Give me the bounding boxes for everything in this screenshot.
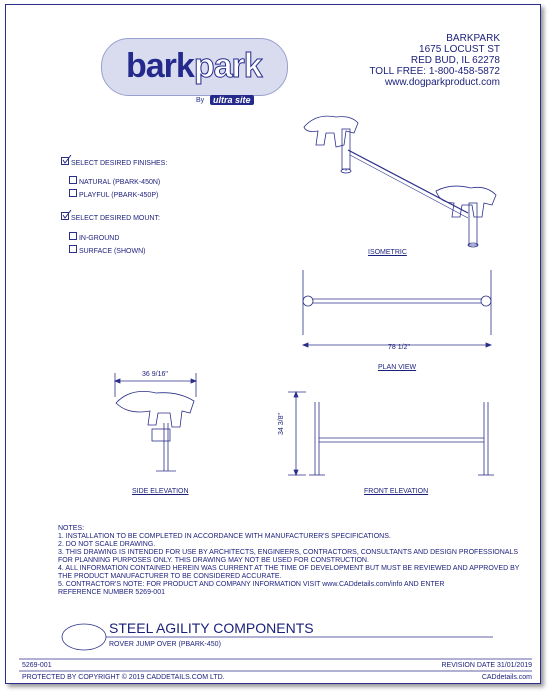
plan-view-label: PLAN VIEW: [378, 364, 417, 371]
isometric-label: ISOMETRIC: [368, 249, 407, 256]
mount-surface-label: SURFACE (SHOWN): [78, 248, 146, 255]
detail-bubble-icon: [62, 624, 106, 650]
drawing-number: 5269-001: [22, 662, 52, 669]
note-line: THE PRODUCT MANUFACTURER TO BE CONSIDERED ACCURATE.: [58, 573, 282, 580]
drawing-sheet: [5, 4, 541, 684]
note-line: 2. DO NOT SCALE DRAWING.: [58, 541, 156, 548]
front-elevation-label: FRONT ELEVATION: [364, 488, 429, 495]
side-elevation-drawing: [115, 373, 196, 471]
mount-in-ground-label: IN-GROUND: [78, 235, 120, 242]
notes-block: [58, 525, 519, 597]
logo-text-park: park: [193, 47, 262, 85]
copyright-text: PROTECTED BY COPYRIGHT © 2019 CADDETAILS.COM LTD.: [22, 674, 225, 681]
company-phone: TOLL FREE: 1-800-458-5872: [369, 66, 500, 77]
drawing-title: STEEL AGILITY COMPONENTS: [109, 620, 314, 636]
company-street: 1675 LOCUST ST: [419, 44, 500, 55]
note-line: 3. THIS DRAWING IS INTENDED FOR USE BY ARCHITECTS, ENGINEERS, CONTRACTORS, CONSULTANTS AND DESIGN PROFESSIONALS: [58, 549, 518, 556]
note-line: 1. INSTALLATION TO BE COMPLETED IN ACCORDANCE WITH MANUFACTURER'S SPECIFICATIONS.: [58, 533, 391, 540]
note-line: 4. ALL INFORMATION CONTAINED HEREIN WAS CURRENT AT THE TIME OF DEVELOPMENT BUT MUST BE REVIEWED AND APPROVED BY: [58, 565, 520, 572]
front-elevation-drawing: [288, 392, 494, 475]
isometric-view-drawing: [304, 116, 496, 247]
logo-text-bark: bark: [126, 47, 194, 85]
mount-label: SELECT DESIRED MOUNT:: [70, 215, 160, 222]
plan-dim-label: 78 1/2": [388, 344, 410, 351]
front-dim-label: 34 3/8": [278, 413, 285, 435]
company-web[interactable]: www.dogparkproduct.com: [384, 77, 500, 88]
note-line: FOR PLANNING PURPOSES ONLY. THIS DRAWING MAY NOT BE USED FOR CONSTRUCTION.: [58, 557, 369, 564]
finish-playful-label: PLAYFUL (PBARK-450P): [78, 192, 159, 199]
note-line: 5. CONTRACTOR'S NOTE: FOR PRODUCT AND COMPANY INFORMATION VISIT www.CADdetails.com/info AND ENTER: [58, 581, 445, 588]
side-elevation-label: SIDE ELEVATION: [132, 488, 189, 495]
plan-view-drawing: [303, 270, 491, 347]
logo-by: By: [196, 97, 205, 104]
note-line: REFERENCE NUMBER 5269-001: [58, 589, 165, 596]
caddetails-link[interactable]: CADdetails.com: [481, 674, 532, 681]
side-dim-label: 36 9/16": [142, 371, 168, 378]
ultra-site-logo: ultra site: [210, 95, 254, 105]
revision-date: REVISION DATE 31/01/2019: [441, 662, 532, 669]
finish-natural-label: NATURAL (PBARK-450N): [78, 179, 161, 186]
drawing-subtitle: ROVER JUMP OVER (PBARK-450): [109, 641, 221, 648]
company-city: RED BUD, IL 62278: [410, 55, 500, 66]
company-name: BARKPARK: [446, 33, 500, 44]
finishes-label: SELECT DESIRED FINISHES:: [70, 160, 168, 167]
notes-title: NOTES:: [58, 525, 85, 532]
